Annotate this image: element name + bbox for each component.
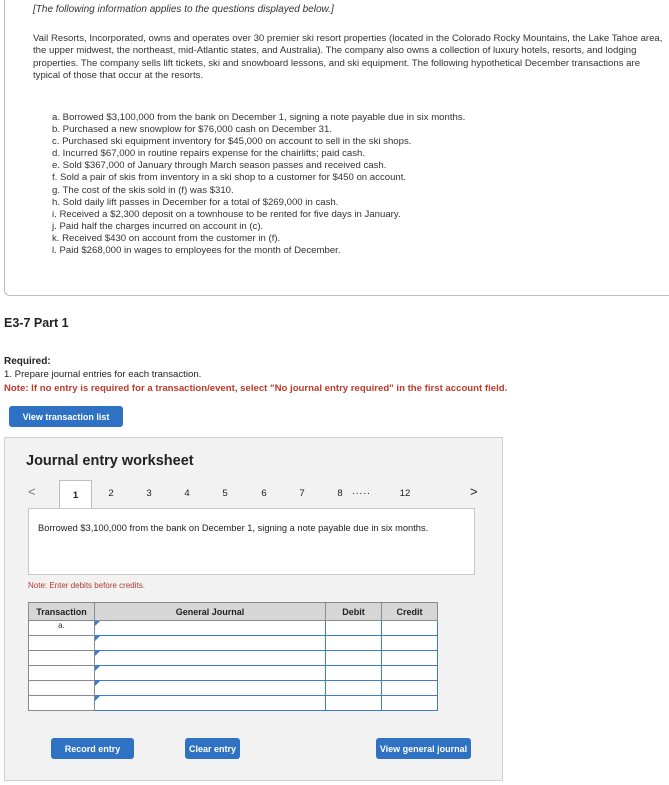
view-general-journal-button[interactable]: View general journal [376, 738, 471, 759]
account-field[interactable] [95, 636, 326, 651]
debit-field[interactable] [326, 621, 382, 636]
column-header-credit: Credit [382, 603, 438, 621]
required-text: 1. Prepare journal entries for each transaction. [4, 369, 202, 380]
table-row [29, 636, 438, 651]
list-item: l. Paid $268,000 in wages to employees for the month of December. [52, 245, 341, 257]
credit-field[interactable] [382, 651, 438, 666]
account-field[interactable] [95, 681, 326, 696]
clear-entry-button[interactable]: Clear entry [185, 738, 240, 759]
step-ellipsis: ..... [352, 486, 371, 497]
dropdown-marker-icon [95, 636, 100, 641]
list-item: b. Purchased a new snowplow for $76,000 cash on December 31. [52, 124, 332, 136]
column-header-general-journal: General Journal [95, 603, 326, 621]
table-row [29, 681, 438, 696]
worksheet-title: Journal entry worksheet [26, 453, 194, 469]
step-tab-4[interactable]: 4 [184, 488, 190, 499]
list-item: c. Purchased ski equipment inventory for $45,000 on account to sell in the ski shops. [52, 136, 412, 148]
credit-field[interactable] [382, 666, 438, 681]
table-row [29, 651, 438, 666]
credit-field[interactable] [382, 681, 438, 696]
step-tab-5[interactable]: 5 [222, 488, 228, 499]
debit-note: Note: Enter debits before credits. [28, 581, 145, 590]
list-item: j. Paid half the charges incurred on account in (c). [52, 220, 264, 232]
view-transaction-list-button[interactable]: View transaction list [9, 406, 123, 427]
transaction-cell [29, 651, 95, 666]
credit-field[interactable] [382, 621, 438, 636]
list-item: k. Received $430 on account from the customer in (f). [52, 232, 281, 244]
list-item: g. The cost of the skis sold in (f) was $310. [52, 184, 234, 196]
transaction-description: Borrowed $3,100,000 from the bank on December 1, signing a note payable due in six months. [38, 523, 429, 533]
list-item: f. Sold a pair of skis from inventory in a ski shop to a customer for $450 on account. [52, 172, 407, 184]
step-tab-12[interactable]: 12 [399, 488, 411, 499]
intro-note: [The following information applies to the questions displayed below.] [33, 4, 334, 15]
step-tab-7[interactable]: 7 [299, 488, 305, 499]
dropdown-marker-icon [95, 666, 100, 671]
required-note: Note: If no entry is required for a transaction/event, select "No journal entry required" in the first account field. [4, 383, 508, 394]
chevron-left-icon[interactable]: < [28, 484, 36, 499]
column-header-debit: Debit [326, 603, 382, 621]
dropdown-marker-icon [95, 651, 100, 656]
transaction-list [52, 112, 465, 257]
debit-field[interactable] [326, 696, 382, 711]
table-row [29, 621, 438, 636]
step-tab-8[interactable]: 8 [337, 488, 343, 499]
transaction-cell [29, 636, 95, 651]
transaction-cell [29, 681, 95, 696]
company-description: Vail Resorts, Incorporated, owns and operates over 30 premier ski resort properties (located in the Colorado Rocky Mountains, the Lake Tahoe area, the upper midwest, the northeast, mid-Atlantic states, and Australia). The company also owns a collection of luxury hotels, resorts, and lodging properties. The company sells lift tickets, ski and snowboard lessons, and ski equipment. The following hypothetical December transactions are typical of those that occur at the resorts. [33, 33, 663, 82]
step-tab-3[interactable]: 3 [146, 488, 152, 499]
transaction-cell [29, 696, 95, 711]
list-item: h. Sold daily lift passes in December for a total of $269,000 in cash. [52, 196, 339, 208]
debit-field[interactable] [326, 666, 382, 681]
list-item: i. Received a $2,300 deposit on a townhouse to be rented for five days in January. [52, 208, 401, 220]
step-tab-1[interactable]: 1 [59, 480, 92, 509]
journal-table [28, 602, 438, 711]
account-field[interactable] [95, 696, 326, 711]
step-tab-6[interactable]: 6 [261, 488, 267, 499]
debit-field[interactable] [326, 636, 382, 651]
list-item: e. Sold $367,000 of January through March season passes and received cash. [52, 160, 387, 172]
dropdown-marker-icon [95, 621, 100, 626]
account-field[interactable] [95, 621, 326, 636]
page-title: E3-7 Part 1 [4, 316, 69, 330]
transaction-cell [29, 666, 95, 681]
table-header-row [29, 603, 438, 621]
table-row [29, 696, 438, 711]
table-row [29, 666, 438, 681]
step-tab-2[interactable]: 2 [108, 488, 114, 499]
list-item: d. Incurred $67,000 in routine repairs expense for the chairlifts; paid cash. [52, 148, 366, 160]
required-heading: Required: [4, 356, 51, 367]
record-entry-button[interactable]: Record entry [51, 738, 134, 759]
column-header-transaction: Transaction [29, 603, 95, 621]
credit-field[interactable] [382, 636, 438, 651]
dropdown-marker-icon [95, 696, 100, 701]
dropdown-marker-icon [95, 681, 100, 686]
chevron-right-icon[interactable]: > [470, 484, 478, 499]
list-item: a. Borrowed $3,100,000 from the bank on December 1, signing a note payable due in six months. [52, 112, 466, 123]
account-field[interactable] [95, 651, 326, 666]
transaction-description-box [28, 508, 475, 575]
debit-field[interactable] [326, 651, 382, 666]
account-field[interactable] [95, 666, 326, 681]
debit-field[interactable] [326, 681, 382, 696]
credit-field[interactable] [382, 696, 438, 711]
transaction-cell: a. [29, 621, 95, 636]
